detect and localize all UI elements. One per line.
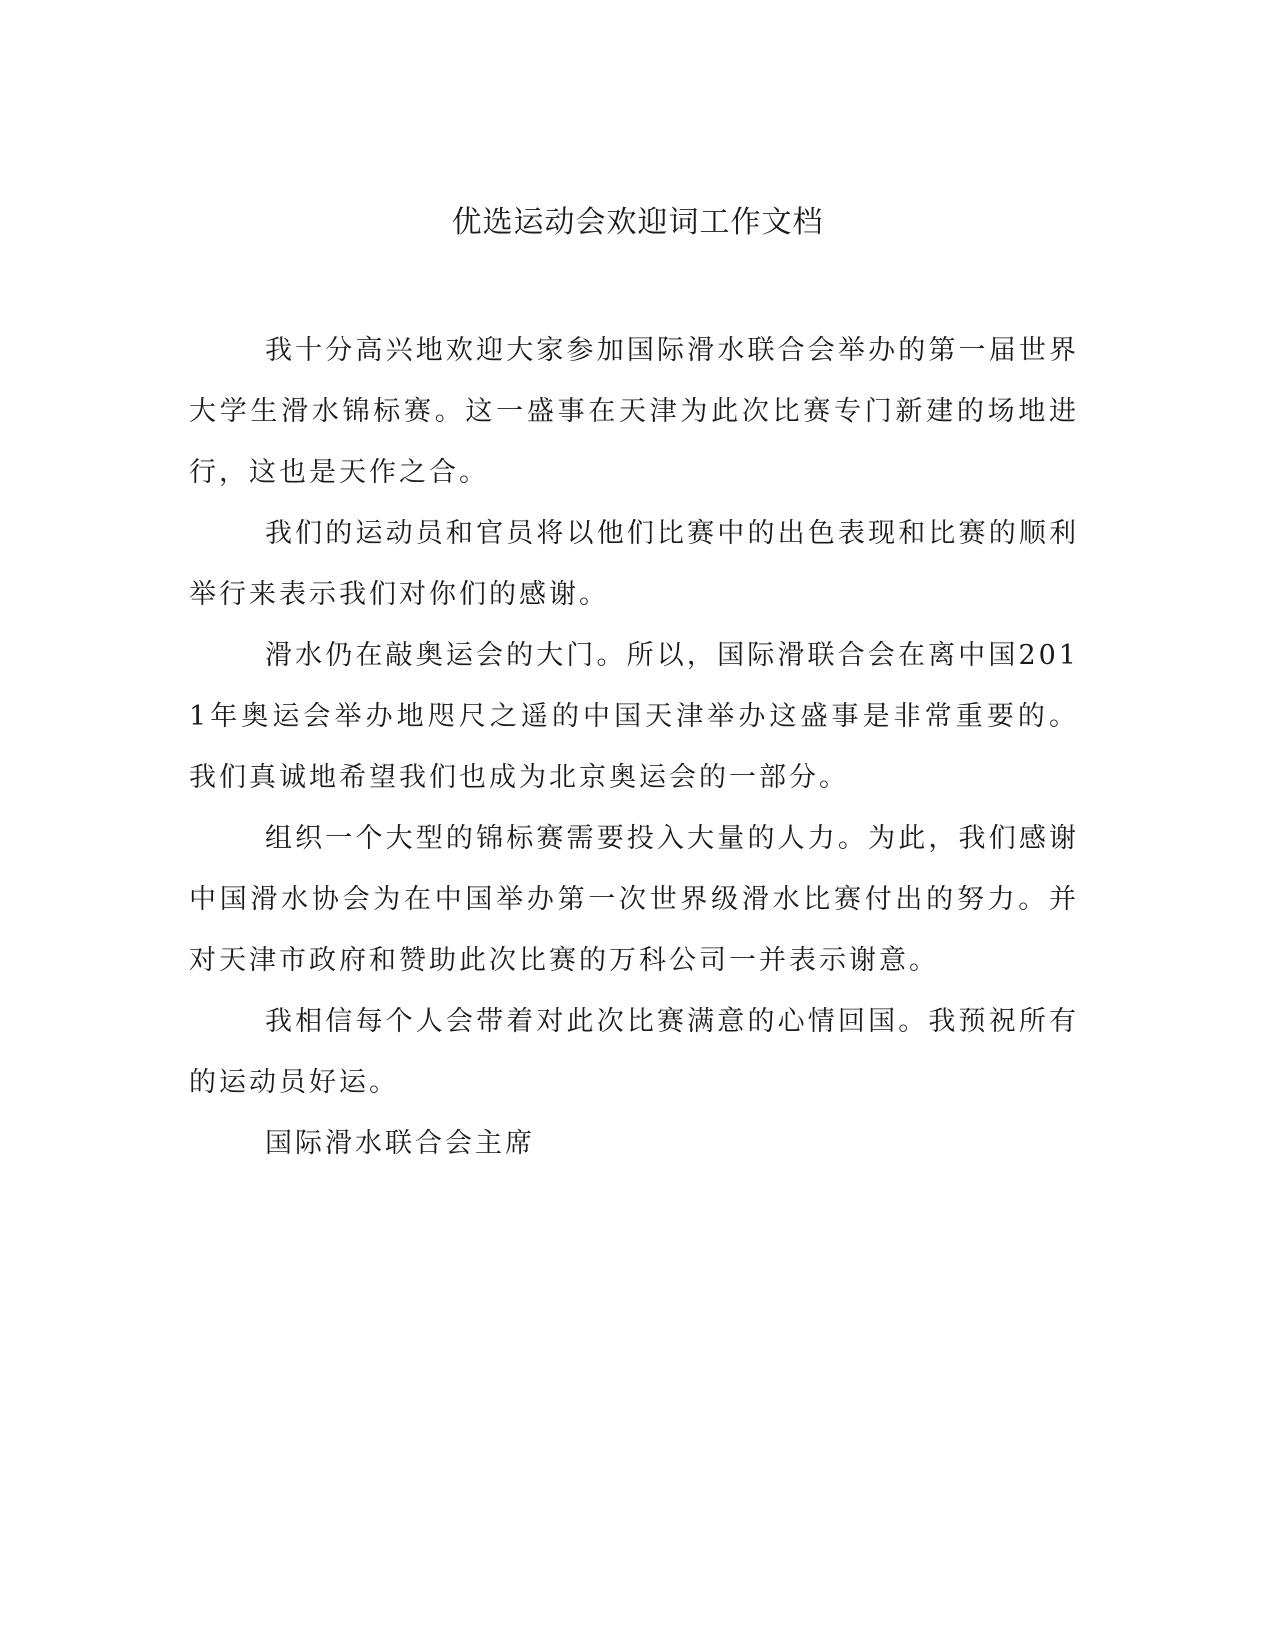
signature-line: 国际滑水联合会主席 xyxy=(265,1128,535,1159)
paragraph-closing: 我相信每个人会带着对此次比赛满意的心情回国。我预祝所有的运动员好运。 xyxy=(189,1006,1079,1098)
document-body xyxy=(189,320,1079,1174)
document-title: 优选运动会欢迎词工作文档 xyxy=(451,205,824,240)
paragraph-olympics: 滑水仍在敲奥运会的大门。所以，国际滑联合会在离中国2011年奥运会举办地咫尺之遥的中国天津举办这盛事是非常重要的。我们真诚地希望我们也成为北京奥运会的一部分。 xyxy=(189,640,1079,793)
paragraph-welcome: 我十分高兴地欢迎大家参加国际滑水联合会举办的第一届世界大学生滑水锦标赛。这一盛事在天津为此次比赛专门新建的场地进行，这也是天作之合。 xyxy=(189,335,1079,488)
paragraph-thanks: 我们的运动员和官员将以他们比赛中的出色表现和比赛的顺利举行来表示我们对你们的感谢。 xyxy=(189,518,1079,610)
paragraph-organization: 组织一个大型的锦标赛需要投入大量的人力。为此，我们感谢中国滑水协会为在中国举办第一次世界级滑水比赛付出的努力。并对天津市政府和赞助此次比赛的万科公司一并表示谢意。 xyxy=(189,823,1079,976)
